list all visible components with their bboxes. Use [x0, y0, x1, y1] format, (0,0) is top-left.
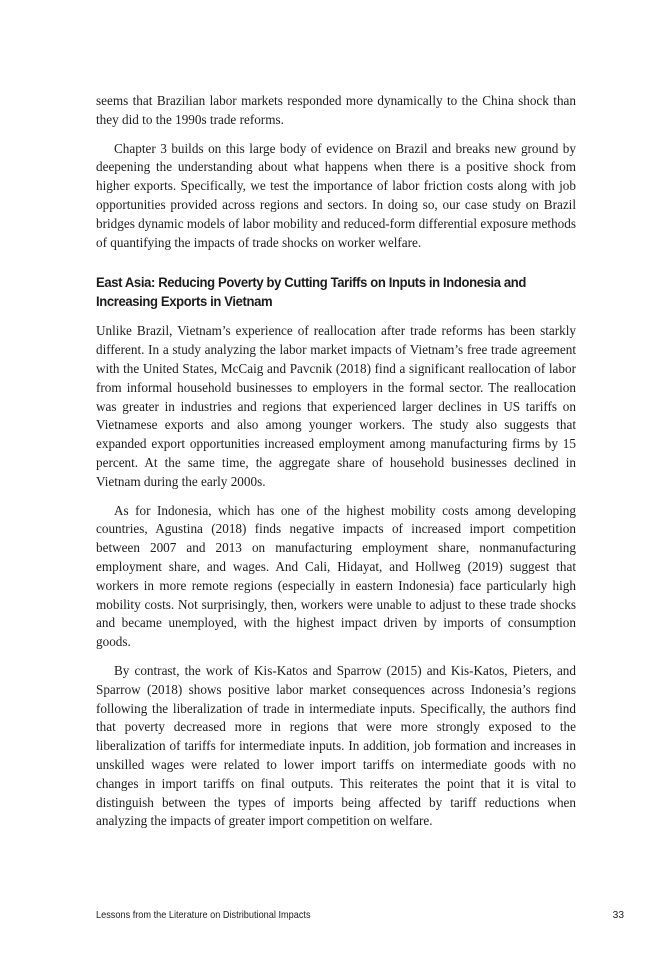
running-footer-title: Lessons from the Literature on Distributional Impacts: [96, 910, 311, 921]
paragraph-indonesia-tariffs: By contrast, the work of Kis-Katos and Sparrow (2015) and Kis-Katos, Pieters, and Sparrow (2018) shows positive labor market consequences across Indonesia’s regions following the liberalization of trade in intermediate inputs. Specifically, the authors find that poverty decreased more in regions that were more strongly exposed to the liberalization of tariffs for intermediate inputs. In addition, job formation and increases in unskilled wages were related to lower import tariffs on intermediate goods with no changes in import tariffs on final outputs. This reiterates the point that it is vital to distinguish between the types of imports being affected by tariff reductions when analyzing the impacts of greater import competition on welfare.: [96, 662, 576, 829]
paragraph-chapter-3-overview: Chapter 3 builds on this large body of evidence on Brazil and breaks new ground by deepening the understanding about what happens when there is a positive shock from higher exports. Specifically, we test the importance of labor friction costs along with job opportunities provided across regions and sectors. In doing so, our case study on Brazil bridges dynamic models of labor mobility and reduced-form differential exposure methods of quantifying the impacts of trade shocks on worker welfare.: [96, 140, 576, 250]
paragraph-indonesia-mobility: As for Indonesia, which has one of the highest mobility costs among developing countries, Agustina (2018) finds negative impacts of increased import competition between 2007 and 2013 on manufacturing employment share, nonmanufacturing employment share, and wages. And Cali, Hidayat, and Hollweg (2019) suggest that workers in more remote regions (especially in eastern Indonesia) face particularly high mobility costs. Not surprisingly, then, workers were unable to adjust to these trade shocks and became unemployed, with the highest impact driven by imports of consumption goods.: [96, 502, 576, 650]
paragraph-vietnam: Unlike Brazil, Vietnam’s experience of reallocation after trade reforms has been starkly different. In a study analyzing the labor market impacts of Vietnam’s free trade agreement with the United States, McCaig and Pavcnik (2018) find a significant reallocation of labor from informal household businesses to employers in the formal sector. The reallocation was greater in industries and regions that experienced larger declines in US tariffs on Vietnamese exports and also among younger workers. The study also suggests that expanded export opportunities increased employment among manufacturing firms by 15 percent. At the same time, the aggregate share of household businesses declined in Vietnam during the early 2000s.: [96, 323, 576, 489]
section-heading-line-2: Increasing Exports in Vietnam: [96, 294, 273, 311]
section-heading-line-1: East Asia: Reducing Poverty by Cutting Tariffs on Inputs in Indonesia and: [96, 275, 527, 292]
page-number: 33: [612, 910, 624, 921]
paragraph-brazil-continuation: seems that Brazilian labor markets responded more dynamically to the China shock than they did to the 1990s trade reforms.: [96, 93, 576, 127]
body-text-column: [96, 92, 576, 841]
section-heading-east-asia: [96, 274, 593, 312]
